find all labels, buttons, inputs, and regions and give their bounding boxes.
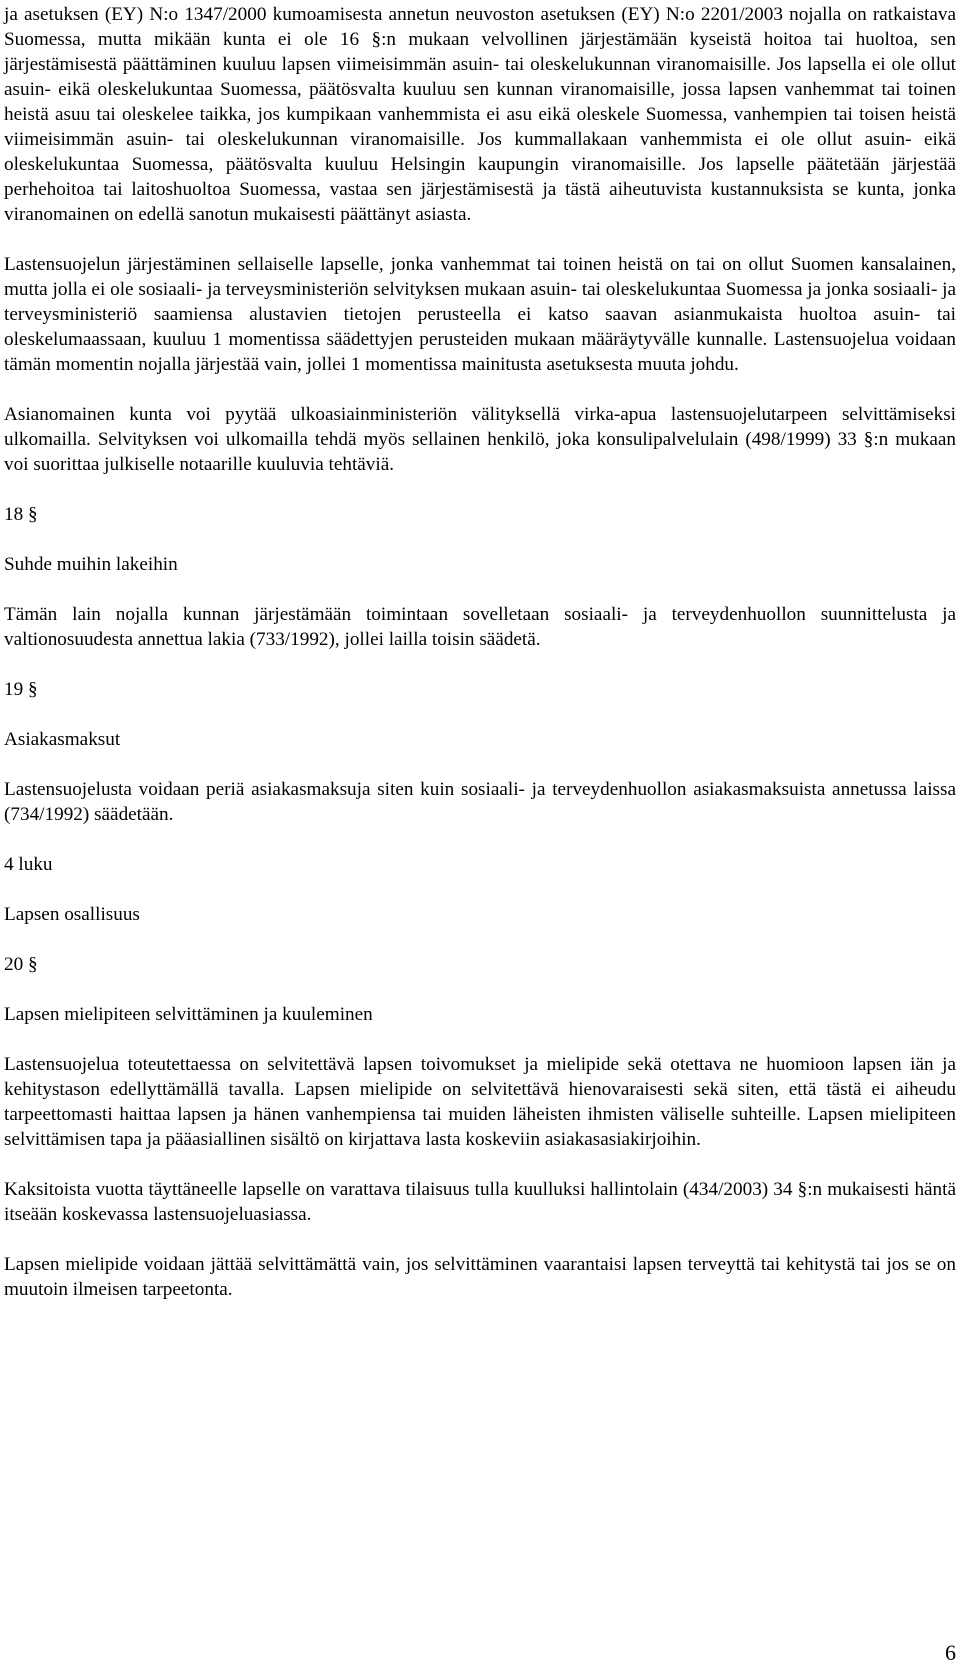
paragraph-administrative-assistance: Asianomainen kunta voi pyytää ulkoasiainministeriön välityksellä virka-apua lastensuojelutarpeen selvittämiseksi ulkomailla. Selvityksen voi ulkomailla tehdä myös sellainen henkilö, joka konsulipalvelulain (498/1999) 33 §:n mukaan voi suorittaa julkiselle notaarille kuuluvia tehtäviä. <box>4 404 956 475</box>
chapter-4-heading: 4 luku <box>4 854 53 875</box>
section-20-heading: 20 § <box>4 954 38 975</box>
paragraph-client-fees: Lastensuojelusta voidaan periä asiakasmaksuja siten kuin sosiaali- ja terveydenhuollon asiakasmaksuista annetussa laissa (734/1992) säädetään. <box>4 779 956 825</box>
paragraph-opinion-exception: Lapsen mielipide voidaan jättää selvittämättä vain, jos selvittäminen vaarantaisi lapsen terveyttä tai kehitystä tai jos se on muutoin ilmeisen tarpeetonta. <box>4 1254 956 1300</box>
section-20-title: Lapsen mielipiteen selvittäminen ja kuuleminen <box>4 1004 373 1025</box>
section-19-heading: 19 § <box>4 679 38 700</box>
page-number: 6 <box>945 1640 956 1665</box>
section-19-title: Asiakasmaksut <box>4 729 121 750</box>
paragraph-finnish-citizen-child: Lastensuojelun järjestäminen sellaiselle lapselle, jonka vanhemmat tai toinen heistä on tai on ollut Suomen kansalainen, mutta jolla ei ole sosiaali- ja terveysministeriön selvityksen mukaan asuin- tai oleskelukuntaa Suomessa ja jonka sosiaali- ja terveysministeriö saamiensa alustavien tietojen perusteella ei katso saavan asianmukaista huoltoa asuin- tai oleskelumaassaan, kuuluu 1 momentissa säädettyjen perusteiden mukaan määräytyvälle kunnalle. Lastensuojelua voidaan tämän momentin nojalla järjestää vain, jollei 1 momentissa mainitusta asetuksesta muuta johdu. <box>4 254 956 375</box>
paragraph-jurisdiction: ja asetuksen (EY) N:o 1347/2000 kumoamisesta annetun neuvoston asetuksen (EY) N:o 2201/2003 nojalla on ratkaistava Suomessa, mutta mikään kunta ei ole 16 §:n mukaan velvollinen järjestämään kyseistä hoitoa tai huoltoa, sen järjestämisestä päättäminen kuuluu lapsen viimeisimmän asuin- tai oleskelukunnan viranomaisille. Jos lapsella ei ole ollut asuin- eikä oleskelukuntaa Suomessa, päätösvalta kuuluu sen kunnan viranomaisille, jossa lapsen vanhemmat tai toinen heistä asuu tai oleskelee taikka, jos kumpikaan vanhemmista ei asu eikä oleskele Suomessa, vanhempien tai toisen heistä viimeisimmän asuin- tai oleskelukunnan viranomaisille. Jos kummallakaan vanhemmista ei ole ollut asuin- eikä oleskelukuntaa Suomessa, päätösvalta kuuluu Helsingin kaupungin viranomaisille. Jos lapselle päätetään järjestää perhehoitoa tai laitoshuoltoa Suomessa, vastaa sen järjestämisestä ja tästä aiheutuvista kustannuksista se kunta, jonka viranomainen on edellä sanotun mukaisesti päättänyt asiasta. <box>4 4 956 225</box>
chapter-4-title: Lapsen osallisuus <box>4 904 140 925</box>
section-18-title: Suhde muihin lakeihin <box>4 554 178 575</box>
document-page <box>4 2 956 1302</box>
section-18-heading: 18 § <box>4 504 38 525</box>
paragraph-child-opinion: Lastensuojelua toteutettaessa on selvitettävä lapsen toivomukset ja mielipide sekä otettava ne huomioon lapsen iän ja kehitystason edellyttämällä tavalla. Lapsen mielipide on selvitettävä hienovaraisesti sekä siten, että tästä ei aiheudu tarpeettomasti haittaa lapsen ja hänen vanhempiensa tai muiden läheisten ihmisten väliselle suhteille. Lapsen mielipiteen selvittämisen tapa ja pääasiallinen sisältö on kirjattava lasta koskeviin asiakasasiakirjoihin. <box>4 1054 956 1150</box>
paragraph-twelve-year-old-hearing: Kaksitoista vuotta täyttäneelle lapselle on varattava tilaisuus tulla kuulluksi hallintolain (434/2003) 34 §:n mukaisesti häntä itseään koskevassa lastensuojeluasiassa. <box>4 1179 956 1225</box>
paragraph-other-laws: Tämän lain nojalla kunnan järjestämään toimintaan sovelletaan sosiaali- ja terveydenhuollon suunnittelusta ja valtionosuudesta annettua lakia (733/1992), jollei lailla toisin säädetä. <box>4 604 956 650</box>
